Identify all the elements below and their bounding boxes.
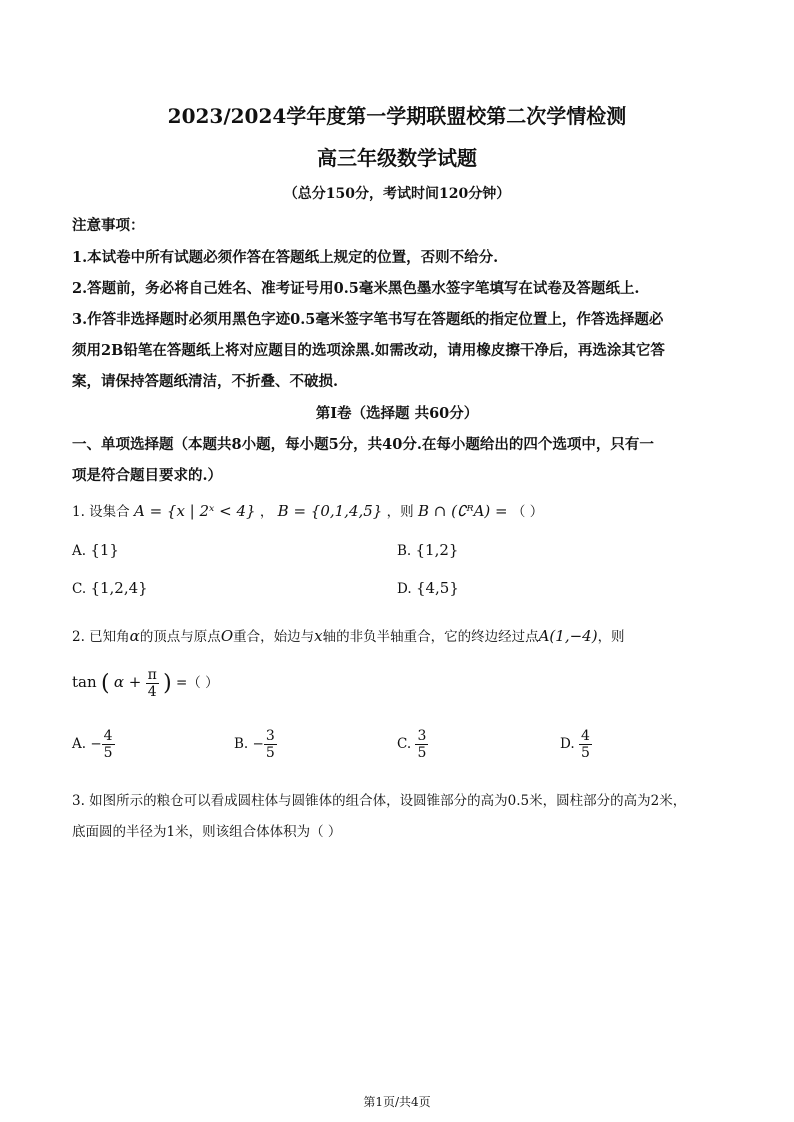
option-label: C. xyxy=(397,736,412,753)
option-value: {1} xyxy=(90,541,119,559)
option-value: {4,5} xyxy=(415,579,459,597)
q1-option-b xyxy=(397,541,458,559)
exam-title: 2023/2024学年度第一学期联盟校第二次学情检测 xyxy=(167,104,627,128)
fraction-numerator: 4 xyxy=(580,728,590,744)
option-fraction xyxy=(415,728,428,761)
option-sign: − xyxy=(90,736,102,753)
question-3-line2: 底面圆的半径为1米，则该组合体体积为（ ） xyxy=(72,824,342,840)
q1-set-a: A = {x | 2ˣ < 4} xyxy=(133,502,256,520)
q2-text: 2. 已知角 xyxy=(72,629,130,645)
option-value: {1,2,4} xyxy=(90,579,148,597)
page-number: 第1页/共4页 xyxy=(363,1095,431,1109)
q1-option-a xyxy=(72,541,119,559)
note-3-line1: 3.作答非选择题时必须用黑色字迹0.5毫米签字笔书写在答题纸的指定位置上，作答选择题必 xyxy=(72,311,664,328)
q2-origin: O xyxy=(220,627,234,645)
option-label: B. xyxy=(397,543,412,559)
fraction-numerator: 3 xyxy=(265,728,275,744)
q1-answer-paren: （ ） xyxy=(511,504,544,520)
q2-option-a xyxy=(72,728,115,761)
question-3-line1: 3. 如图所示的粮仓可以看成圆柱体与圆锥体的组合体，设圆锥部分的高为0.5米，圆柱部分的高为2米， xyxy=(72,793,687,809)
q2-option-b xyxy=(234,728,277,761)
option-fraction xyxy=(579,728,592,761)
option-fraction xyxy=(264,728,277,761)
option-label: C. xyxy=(72,581,87,597)
question-2-line1 xyxy=(72,625,732,645)
note-2: 2.答题前，务必将自己姓名、准考证号用0.5毫米黑色墨水签字笔填写在试卷及答题纸上. xyxy=(72,280,640,297)
right-paren: ) xyxy=(163,671,172,697)
question-1 xyxy=(72,500,543,520)
q2-text: 重合，始边与 xyxy=(233,629,315,645)
q2-alpha: α xyxy=(129,627,140,645)
note-1: 1.本试卷中所有试题必须作答在答题纸上规定的位置，否则不给分. xyxy=(72,249,499,266)
notes-heading: 注意事项： xyxy=(72,217,145,234)
q2-text: 轴的非负半轴重合，它的终边经过点 xyxy=(322,629,539,645)
note-3-line3: 案，请保持答题纸清洁，不折叠、不破损. xyxy=(72,373,339,390)
q1-prefix: 1. 设集合 xyxy=(72,504,130,520)
option-label: D. xyxy=(560,736,575,753)
q2-tan: tan xyxy=(72,673,97,692)
q2-text: 的顶点与原点 xyxy=(139,629,221,645)
q1-separator: ， xyxy=(259,504,274,520)
option-fraction xyxy=(102,728,115,761)
option-sign: − xyxy=(252,736,264,753)
fraction-denominator: 4 xyxy=(147,684,157,701)
section-instructions-line1: 一、单项选择题（本题共8小题，每小题5分，共40分.在每小题给出的四个选项中，只有一 xyxy=(72,436,654,453)
question-2-line2 xyxy=(72,667,219,700)
note-3-line2: 须用2B铅笔在答题纸上将对应题目的选项涂黑.如需改动，请用橡皮擦干净后，再选涂其它答 xyxy=(72,342,665,359)
section-instructions-line2: 项是符合题目要求的.） xyxy=(72,467,223,484)
option-value: {1,2} xyxy=(415,541,459,559)
option-label: D. xyxy=(397,581,412,597)
fraction-numerator: 3 xyxy=(417,728,427,744)
q2-option-c xyxy=(397,728,428,761)
fraction-denominator: 5 xyxy=(265,745,275,762)
q2-answer-paren: =（ ） xyxy=(175,675,219,692)
part1-title: 第Ⅰ卷（选择题 共60分） xyxy=(315,405,479,422)
fraction-denominator: 5 xyxy=(417,745,427,762)
q1-expression: B ∩ (∁ᴿA) = xyxy=(417,502,508,520)
option-label: A. xyxy=(72,543,87,559)
q1-then: ，则 xyxy=(386,504,414,520)
q1-option-c xyxy=(72,579,148,597)
fraction-numerator: 4 xyxy=(103,728,113,744)
fraction-denominator: 5 xyxy=(103,745,113,762)
q2-option-d xyxy=(560,728,592,761)
q2-text: ，则 xyxy=(597,629,625,645)
option-label: A. xyxy=(72,736,87,753)
q1-option-d xyxy=(397,579,459,597)
q2-tan-inner: α + xyxy=(113,673,142,692)
option-label: B. xyxy=(234,736,249,753)
fraction-numerator: π xyxy=(147,667,157,683)
exam-info: （总分150分，考试时间120分钟） xyxy=(283,186,511,202)
left-paren: ( xyxy=(100,671,110,697)
q2-x-axis: x xyxy=(314,627,323,645)
q2-point: A(1,−4) xyxy=(538,627,598,645)
fraction-denominator: 5 xyxy=(580,745,590,762)
q1-set-b: B = {0,1,4,5} xyxy=(277,502,383,520)
q2-pi-over-4 xyxy=(146,667,159,700)
exam-subject-title: 高三年级数学试题 xyxy=(317,146,477,170)
